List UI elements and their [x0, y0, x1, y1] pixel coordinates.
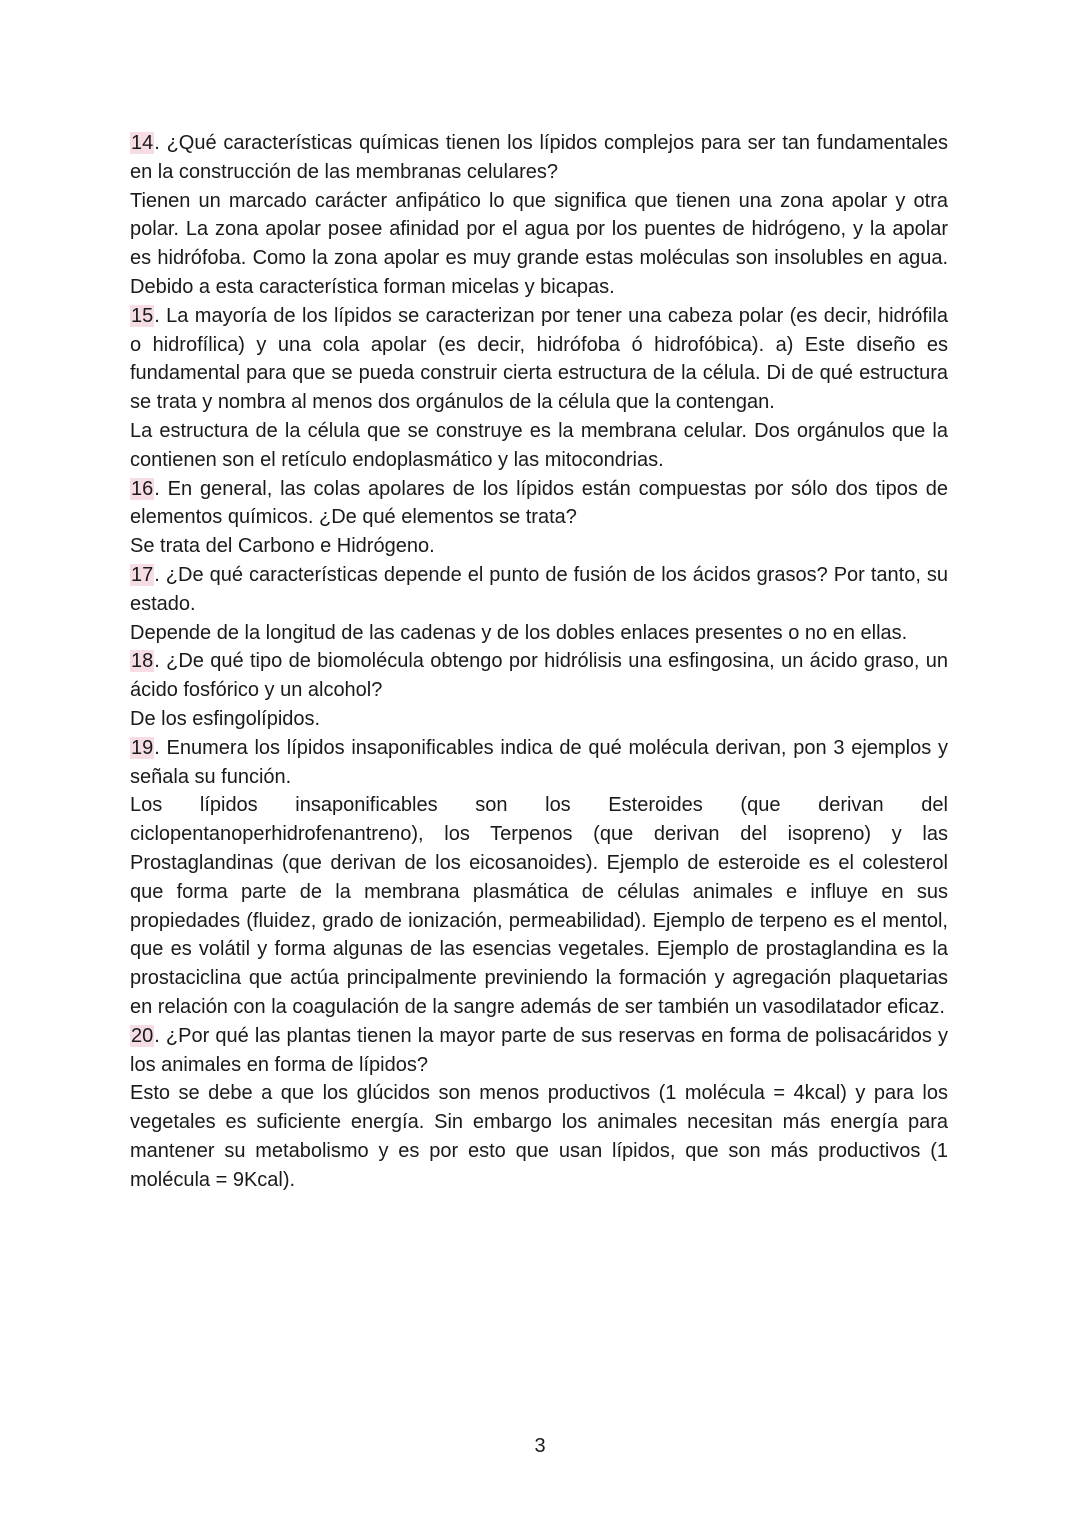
question-block-17 — [130, 561, 948, 647]
question-number: 16 — [131, 477, 154, 500]
answer-text: De los esfingolípidos. — [130, 707, 321, 730]
question-block-20 — [130, 1022, 948, 1195]
question-text — [130, 734, 948, 792]
answer-text: Esto se debe a que los glúcidos son menos productivos (1 molécula = 4kcal) y para los vegetales es suficiente energía. Sin embargo los animales necesitan más energía para mantener su metabolismo y es por esto que usan lípidos, que son más productivos (1 molécula = 9Kcal). — [130, 1082, 948, 1191]
question-body: . ¿De qué tipo de biomolécula obtengo por hidrólisis una esfingosina, un ácido graso, un ácido fosfórico y un alcohol? — [130, 650, 948, 702]
question-body: . ¿De qué características depende el punto de fusión de los ácidos grasos? Por tanto, su estado. — [130, 563, 948, 615]
question-body: . La mayoría de los lípidos se caracterizan por tener una cabeza polar (es decir, hidrófila o hidrofílica) y una cola apolar (es decir, hidrófoba ó hidrofóbica). a) Este diseño es fundamental para que se pueda construir cierta estructura de la célula. Di de qué estructura se trata y nombra al menos dos orgánulos de la célula que la contengan. — [130, 304, 948, 414]
question-number: 17 — [131, 563, 154, 586]
answer-text: La estructura de la célula que se construye es la membrana celular. Dos orgánulos que la contienen son el retículo endoplasmático y las mitocondrias. — [130, 419, 948, 471]
question-block-15 — [130, 302, 948, 475]
question-block-19 — [130, 734, 948, 1022]
questions-list — [130, 129, 948, 1194]
question-body: . ¿Por qué las plantas tienen la mayor parte de sus reservas en forma de polisacáridos y los animales en forma de lípidos? — [130, 1024, 948, 1076]
question-text — [130, 302, 948, 417]
answer-text: Depende de la longitud de las cadenas y de los dobles enlaces presentes o no en ellas. — [130, 621, 908, 644]
question-text — [130, 647, 948, 705]
question-block-14 — [130, 129, 948, 302]
question-text — [130, 129, 948, 187]
document-page — [130, 129, 948, 1194]
question-block-18 — [130, 647, 948, 733]
question-text — [130, 1022, 948, 1080]
answer-text: Se trata del Carbono e Hidrógeno. — [130, 535, 435, 558]
question-text — [130, 561, 948, 619]
question-block-16 — [130, 475, 948, 561]
question-body: . Enumera los lípidos insaponificables indica de qué molécula derivan, pon 3 ejemplos y señala su función. — [130, 736, 948, 788]
question-text — [130, 475, 948, 533]
question-number: 15 — [131, 304, 154, 327]
question-body: . En general, las colas apolares de los lípidos están compuestas por sólo dos tipos de elementos químicos. ¿De qué elementos se trata? — [130, 477, 948, 529]
question-number: 19 — [131, 736, 154, 759]
question-number: 20 — [131, 1024, 154, 1047]
answer-text: Los lípidos insaponificables son los Esteroides (que derivan del ciclopentanoperhidrofenantreno), los Terpenos (que derivan del isopreno) y las Prostaglandinas (que derivan de los eicosanoides). Ejemplo de esteroide es el colesterol que forma parte de la membrana plasmática de células animales e influye en sus propiedades (fluidez, grado de ionización, permeabilidad). Ejemplo de terpeno es el mentol, que es volátil y forma algunas de las esencias vegetales. Ejemplo de prostaglandina es la prostaciclina que actúa principalmente previniendo la formación y agregación plaquetarias en relación con la coagulación de la sangre además de ser también un vasodilatador eficaz. — [130, 794, 948, 1018]
question-number: 14 — [131, 132, 154, 154]
answer-text: Tienen un marcado carácter anfipático lo que significa que tienen una zona apolar y otra polar. La zona apolar posee afinidad por el agua por los puentes de hidrógeno, y la apolar es hidrófoba. Como la zona apolar es muy grande estas moléculas son insolubles en agua. Debido a esta característica forman micelas y bicapas. — [130, 189, 948, 298]
question-body: . ¿Qué características químicas tienen los lípidos complejos para ser tan fundamentales en la construcción de las membranas celulares? — [130, 132, 948, 183]
question-number: 18 — [131, 650, 154, 673]
page-number: 3 — [534, 1435, 546, 1457]
